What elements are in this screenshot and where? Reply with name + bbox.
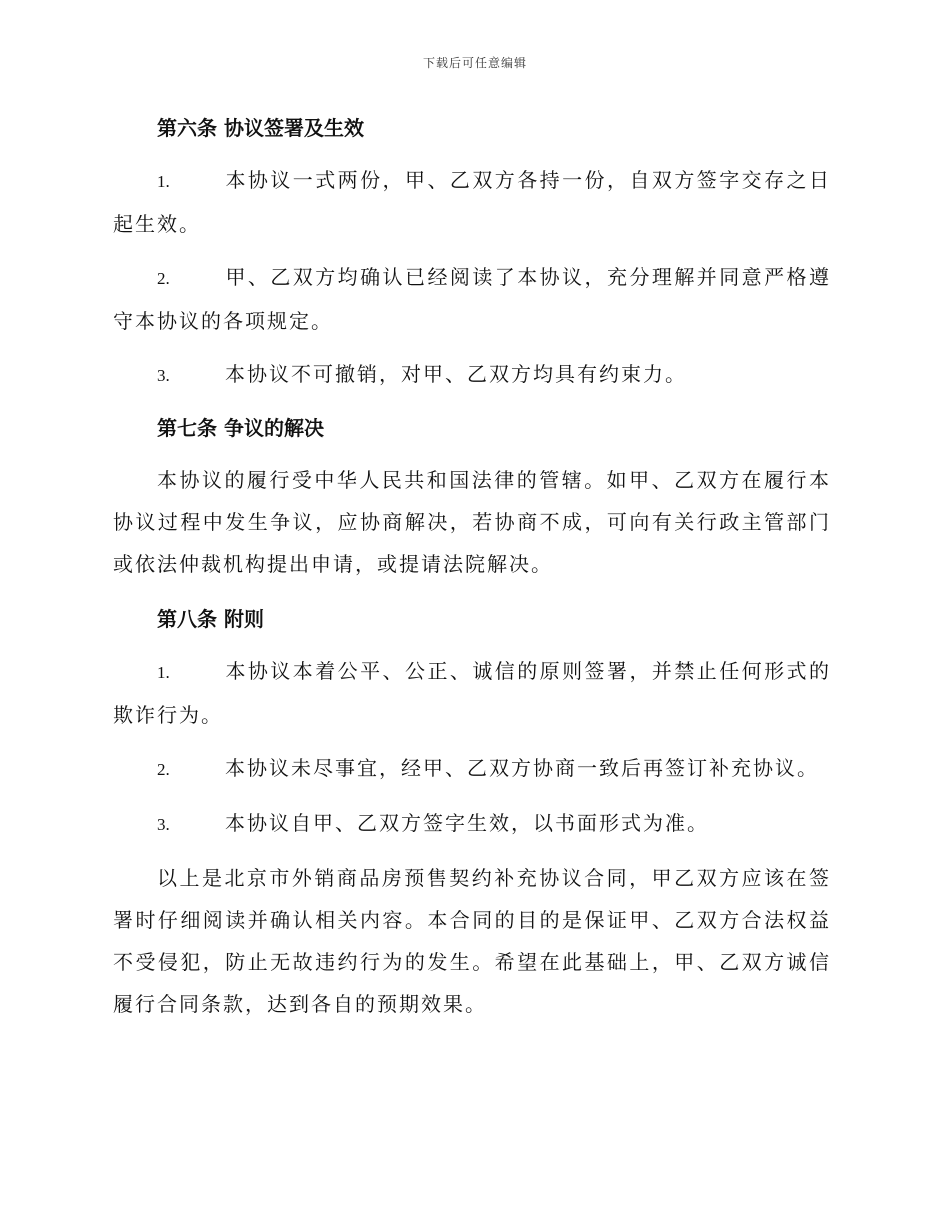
clause-item [113, 353, 831, 397]
clause-item [113, 747, 831, 791]
clause-number: 1. [157, 663, 170, 682]
document-body [113, 108, 831, 1025]
closing-paragraph: 以上是北京市外销商品房预售契约补充协议合同，甲乙双方应该在签署时仔细阅读并确认相关内容。本合同的目的是保证甲、乙双方合法权益不受侵犯，防止无故违约行为的发生。希望在此基础上，甲、乙双方诚信履行合同条款，达到各自的预期效果。 [113, 866, 831, 1016]
clause-text: 本协议不可撤销，对甲、乙双方均具有约束力。 [225, 362, 687, 386]
section-paragraph: 本协议的履行受中华人民共和国法律的管辖。如甲、乙双方在履行本协议过程中发生争议，应协商解决，若协商不成，可向有关行政主管部门或依法仲裁机构提出申请，或提请法院解决。 [113, 468, 831, 576]
clause-text: 甲、乙双方均确认已经阅读了本协议，充分理解并同意严格遵守本协议的各项规定。 [113, 265, 831, 333]
clause-number: 2. [157, 760, 170, 779]
clause-item [113, 650, 831, 736]
clause-number: 1. [157, 172, 170, 191]
clause-item [113, 256, 831, 342]
clause-number: 3. [157, 366, 170, 385]
clause-item [113, 802, 831, 846]
clause-text: 本协议本着公平、公正、诚信的原则签署，并禁止任何形式的欺诈行为。 [113, 659, 831, 727]
clause-number: 3. [157, 815, 170, 834]
clause-number: 2. [157, 269, 170, 288]
page-header: 下载后可任意编辑 [422, 56, 527, 70]
section-heading-7: 第七条 争议的解决 [157, 416, 324, 440]
section-heading-6: 第六条 协议签署及生效 [157, 116, 364, 140]
clause-text: 本协议未尽事宜，经甲、乙双方协商一致后再签订补充协议。 [225, 756, 819, 780]
clause-text: 本协议一式两份，甲、乙双方各持一份，自双方签字交存之日起生效。 [113, 168, 831, 236]
section-heading-8: 第八条 附则 [157, 607, 264, 631]
clause-text: 本协议自甲、乙双方签字生效，以书面形式为准。 [225, 811, 709, 835]
clause-item [113, 159, 831, 245]
